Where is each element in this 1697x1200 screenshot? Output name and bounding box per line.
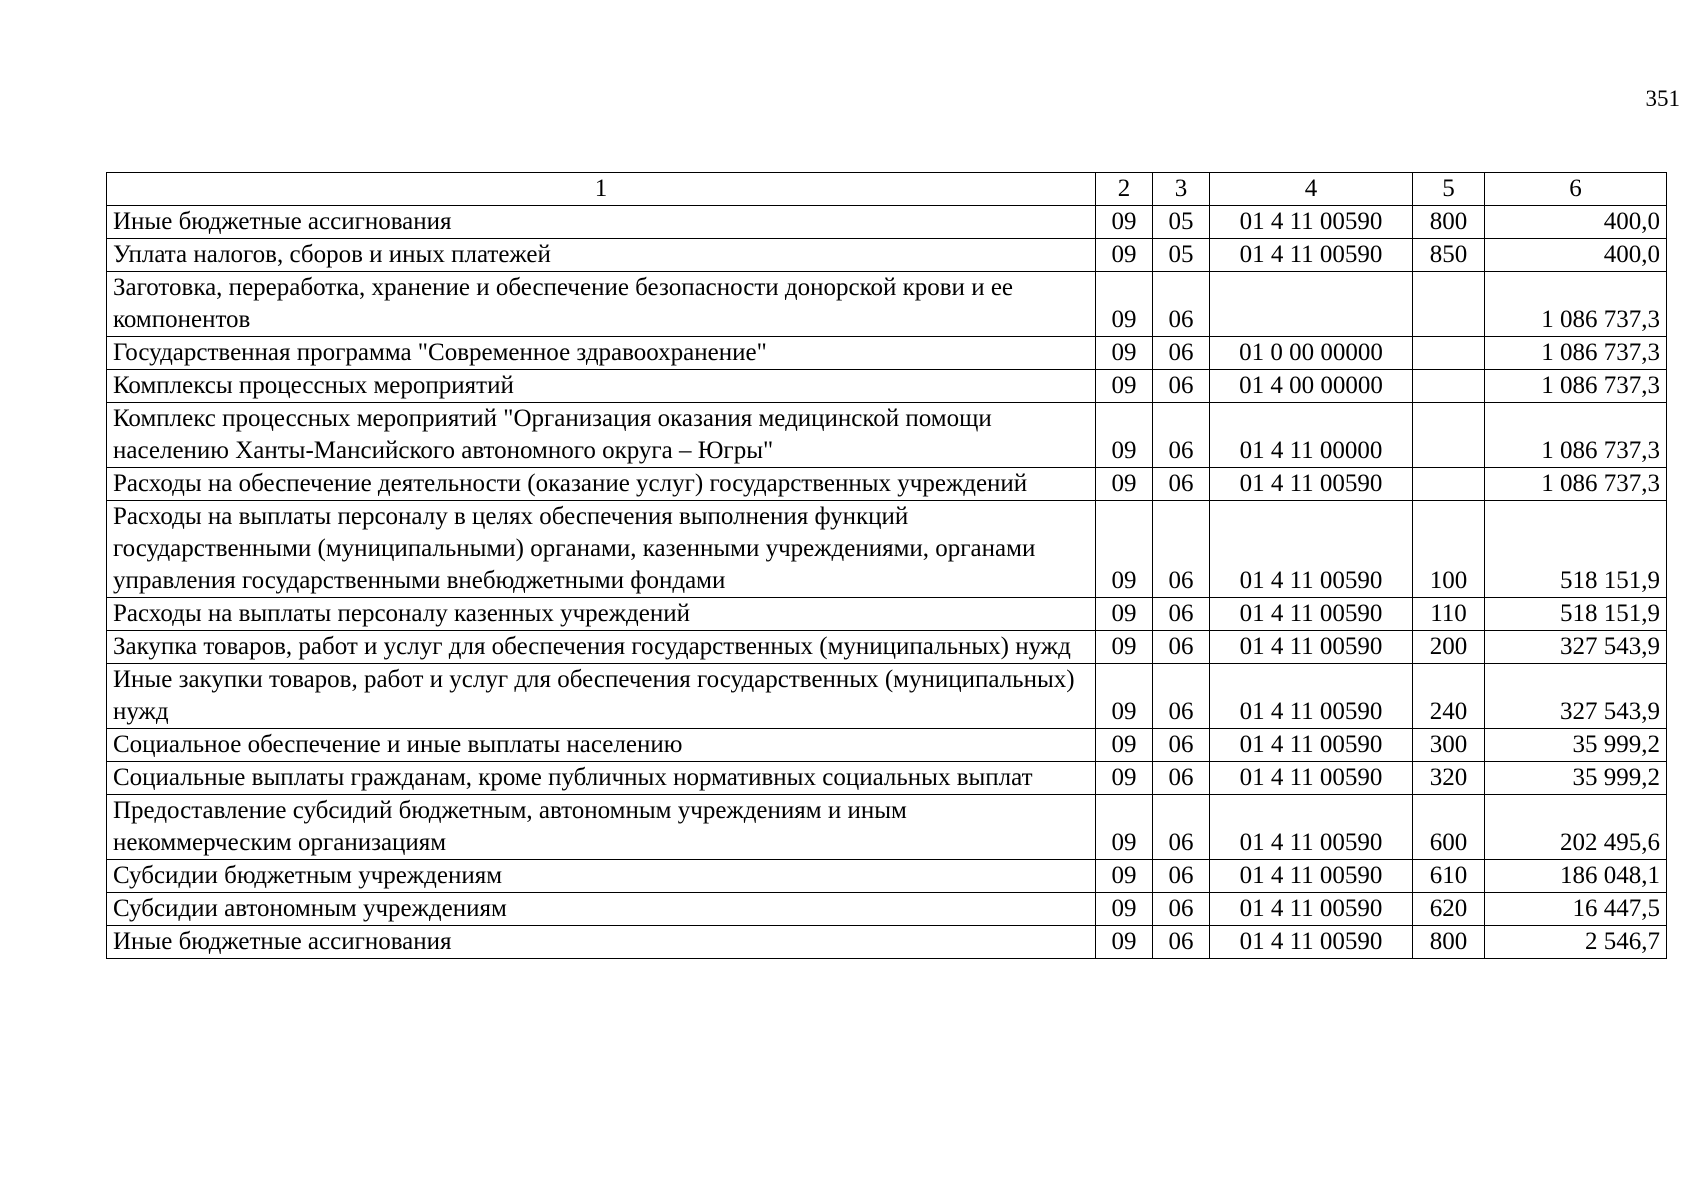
- row-name: Комплекс процессных мероприятий "Организация оказания медицинской помощи населению Ханты-Мансийского автономного округа – Югры": [107, 403, 1096, 468]
- row-name: Расходы на выплаты персоналу в целях обеспечения выполнения функций государственными (муниципальными) органами, казенными учреждениями, органами управления государственными внебюджетными фондами: [107, 501, 1096, 598]
- row-section: 09: [1096, 860, 1153, 893]
- table-row: [107, 860, 1667, 893]
- table-row: [107, 272, 1667, 337]
- column-header: 6: [1485, 173, 1667, 206]
- column-header: 3: [1153, 173, 1210, 206]
- row-subsection: 06: [1153, 337, 1210, 370]
- row-expense-type: 200: [1413, 631, 1485, 664]
- row-section: 09: [1096, 762, 1153, 795]
- row-expense-type: 110: [1413, 598, 1485, 631]
- row-expense-type: 100: [1413, 501, 1485, 598]
- row-subsection: 06: [1153, 468, 1210, 501]
- row-name: Предоставление субсидий бюджетным, автономным учреждениям и иным некоммерческим организациям: [107, 795, 1096, 860]
- row-subsection: 06: [1153, 664, 1210, 729]
- column-header: 4: [1210, 173, 1413, 206]
- row-expense-type: 300: [1413, 729, 1485, 762]
- header-row: [107, 173, 1667, 206]
- row-amount: 1 086 737,3: [1485, 272, 1667, 337]
- row-section: 09: [1096, 370, 1153, 403]
- row-subsection: 06: [1153, 860, 1210, 893]
- row-target-code: 01 4 11 00000: [1210, 403, 1413, 468]
- row-expense-type: 240: [1413, 664, 1485, 729]
- row-target-code: 01 4 11 00590: [1210, 468, 1413, 501]
- row-target-code: 01 0 00 00000: [1210, 337, 1413, 370]
- table-row: [107, 762, 1667, 795]
- row-expense-type: 320: [1413, 762, 1485, 795]
- row-amount: 35 999,2: [1485, 729, 1667, 762]
- row-amount: 186 048,1: [1485, 860, 1667, 893]
- row-target-code: 01 4 11 00590: [1210, 795, 1413, 860]
- row-name: Заготовка, переработка, хранение и обеспечение безопасности донорской крови и ее компонентов: [107, 272, 1096, 337]
- row-target-code: 01 4 11 00590: [1210, 631, 1413, 664]
- row-subsection: 06: [1153, 631, 1210, 664]
- row-subsection: 06: [1153, 893, 1210, 926]
- row-target-code: 01 4 11 00590: [1210, 926, 1413, 959]
- row-section: 09: [1096, 729, 1153, 762]
- row-name: Субсидии бюджетным учреждениям: [107, 860, 1096, 893]
- row-amount: 16 447,5: [1485, 893, 1667, 926]
- table-row: [107, 598, 1667, 631]
- row-section: 09: [1096, 403, 1153, 468]
- row-expense-type: 600: [1413, 795, 1485, 860]
- row-target-code: 01 4 11 00590: [1210, 598, 1413, 631]
- row-subsection: 06: [1153, 795, 1210, 860]
- row-target-code: 01 4 11 00590: [1210, 860, 1413, 893]
- row-section: 09: [1096, 795, 1153, 860]
- row-amount: 1 086 737,3: [1485, 370, 1667, 403]
- row-amount: 1 086 737,3: [1485, 337, 1667, 370]
- table-row: [107, 206, 1667, 239]
- row-section: 09: [1096, 239, 1153, 272]
- row-name: Государственная программа "Современное здравоохранение": [107, 337, 1096, 370]
- page-number: 351: [1645, 86, 1680, 111]
- row-name: Уплата налогов, сборов и иных платежей: [107, 239, 1096, 272]
- row-subsection: 06: [1153, 926, 1210, 959]
- row-amount: 202 495,6: [1485, 795, 1667, 860]
- table-row: [107, 893, 1667, 926]
- row-name: Иные бюджетные ассигнования: [107, 926, 1096, 959]
- table-row: [107, 337, 1667, 370]
- row-subsection: 06: [1153, 501, 1210, 598]
- table-row: [107, 370, 1667, 403]
- row-amount: 2 546,7: [1485, 926, 1667, 959]
- row-amount: 518 151,9: [1485, 501, 1667, 598]
- row-target-code: 01 4 11 00590: [1210, 893, 1413, 926]
- row-name: Субсидии автономным учреждениям: [107, 893, 1096, 926]
- table-row: [107, 795, 1667, 860]
- row-subsection: 06: [1153, 598, 1210, 631]
- budget-table: [106, 172, 1667, 959]
- row-target-code: [1210, 272, 1413, 337]
- row-name: Иные бюджетные ассигнования: [107, 206, 1096, 239]
- row-amount: 1 086 737,3: [1485, 468, 1667, 501]
- row-expense-type: 800: [1413, 926, 1485, 959]
- row-subsection: 06: [1153, 403, 1210, 468]
- row-amount: 518 151,9: [1485, 598, 1667, 631]
- row-section: 09: [1096, 631, 1153, 664]
- row-section: 09: [1096, 893, 1153, 926]
- column-header: 5: [1413, 173, 1485, 206]
- row-expense-type: [1413, 272, 1485, 337]
- row-expense-type: [1413, 403, 1485, 468]
- table-row: [107, 468, 1667, 501]
- row-name: Социальные выплаты гражданам, кроме публичных нормативных социальных выплат: [107, 762, 1096, 795]
- row-subsection: 06: [1153, 272, 1210, 337]
- row-name: Иные закупки товаров, работ и услуг для обеспечения государственных (муниципальных) нужд: [107, 664, 1096, 729]
- row-section: 09: [1096, 337, 1153, 370]
- table-row: [107, 403, 1667, 468]
- row-subsection: 06: [1153, 762, 1210, 795]
- row-section: 09: [1096, 664, 1153, 729]
- row-name: Комплексы процессных мероприятий: [107, 370, 1096, 403]
- row-name: Расходы на обеспечение деятельности (оказание услуг) государственных учреждений: [107, 468, 1096, 501]
- row-expense-type: 850: [1413, 239, 1485, 272]
- row-section: 09: [1096, 501, 1153, 598]
- row-expense-type: 610: [1413, 860, 1485, 893]
- table-row: [107, 926, 1667, 959]
- row-amount: 327 543,9: [1485, 664, 1667, 729]
- table-row: [107, 729, 1667, 762]
- row-subsection: 05: [1153, 206, 1210, 239]
- row-target-code: 01 4 11 00590: [1210, 664, 1413, 729]
- row-section: 09: [1096, 206, 1153, 239]
- row-amount: 400,0: [1485, 206, 1667, 239]
- row-section: 09: [1096, 468, 1153, 501]
- table-row: [107, 239, 1667, 272]
- row-expense-type: [1413, 337, 1485, 370]
- row-expense-type: [1413, 468, 1485, 501]
- row-target-code: 01 4 11 00590: [1210, 729, 1413, 762]
- table-row: [107, 501, 1667, 598]
- row-subsection: 06: [1153, 370, 1210, 403]
- column-header: 2: [1096, 173, 1153, 206]
- row-amount: 1 086 737,3: [1485, 403, 1667, 468]
- row-section: 09: [1096, 926, 1153, 959]
- table-row: [107, 664, 1667, 729]
- row-name: Расходы на выплаты персоналу казенных учреждений: [107, 598, 1096, 631]
- row-amount: 327 543,9: [1485, 631, 1667, 664]
- row-section: 09: [1096, 272, 1153, 337]
- row-expense-type: [1413, 370, 1485, 403]
- table-row: [107, 631, 1667, 664]
- table-body: [107, 206, 1667, 959]
- row-target-code: 01 4 00 00000: [1210, 370, 1413, 403]
- row-name: Социальное обеспечение и иные выплаты населению: [107, 729, 1096, 762]
- column-header: 1: [107, 173, 1096, 206]
- row-expense-type: 800: [1413, 206, 1485, 239]
- row-amount: 400,0: [1485, 239, 1667, 272]
- row-name: Закупка товаров, работ и услуг для обеспечения государственных (муниципальных) нужд: [107, 631, 1096, 664]
- row-target-code: 01 4 11 00590: [1210, 239, 1413, 272]
- row-target-code: 01 4 11 00590: [1210, 501, 1413, 598]
- row-expense-type: 620: [1413, 893, 1485, 926]
- row-target-code: 01 4 11 00590: [1210, 206, 1413, 239]
- row-subsection: 05: [1153, 239, 1210, 272]
- row-subsection: 06: [1153, 729, 1210, 762]
- row-target-code: 01 4 11 00590: [1210, 762, 1413, 795]
- row-amount: 35 999,2: [1485, 762, 1667, 795]
- row-section: 09: [1096, 598, 1153, 631]
